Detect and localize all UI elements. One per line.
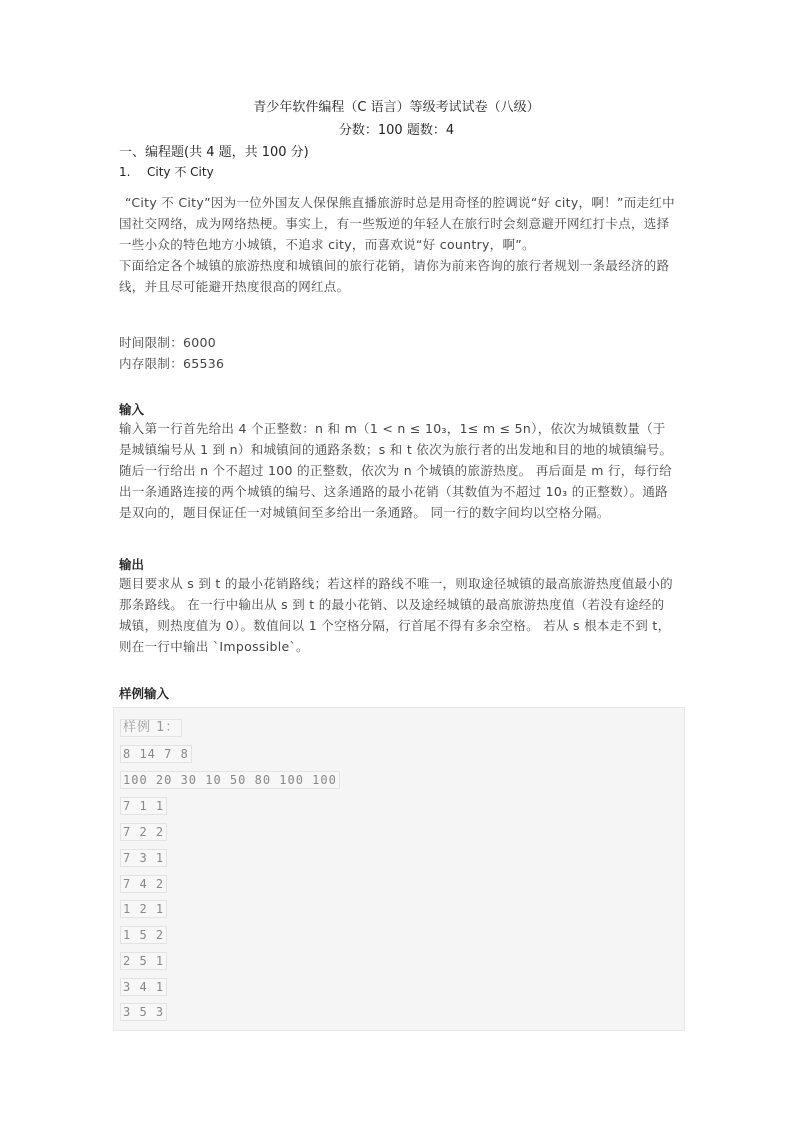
sample-line: 7 4 2 [120,875,167,893]
sample-line: 1 5 2 [120,926,167,944]
sample-input-box [113,707,685,1031]
question-title [119,163,214,180]
limits-block [119,332,676,374]
description-paragraph-2: 下面给定各个城镇的旅游热度和城镇间的旅行花销，请你为前来咨询的旅行者规划一条最经济的路线，并且尽可能避开热度很高的网红点。 [119,258,670,294]
sample-line: 7 3 1 [120,849,167,867]
sample-label: 样例 1： [120,719,182,737]
sample-line: 2 5 1 [120,952,167,970]
sample-line: 3 4 1 [120,978,167,996]
sample-line: 8 14 7 8 [120,745,192,763]
question-number: 1. [119,165,131,179]
sample-line: 1 2 1 [120,900,167,918]
sample-line: 100 20 30 10 50 80 100 100 [120,771,340,789]
sample-line: 7 1 1 [120,797,167,815]
section-title: 一、编程题(共 4 题，共 100 分) [119,145,309,160]
memory-limit: 内存限制：65536 [119,356,225,371]
question-description [119,192,676,297]
output-description [119,573,676,657]
sample-line: 3 5 3 [120,1003,167,1021]
input-text: 输入第一行首先给出 4 个正整数：n 和 m（1 < n ≤ 10₃，1≤ m ≤ 5n），依次为城镇数量（于是城镇编号从 1 到 n）和城镇间的通路条数；s 和 t 依次为旅行者的出发地和目的地的城镇编号。 随后一行给出 n 个不超过 100 的正整数，依次为 n 个城镇的旅游热度。 再后面是 m 行，每行给出一条通路连接的两个城镇的编号、这条通路的最小花销（其数值为不超过 10₃ 的正整数）。通路是双向的，题目保证任一对城镇间至多给出一条通路。 同一行的数字间均以空格分隔。 [119,421,673,520]
question-name: City 不 City [147,165,214,179]
sample-line: 7 2 2 [120,823,167,841]
output-heading: 输出 [119,557,145,572]
time-limit: 时间限制：6000 [119,335,217,350]
output-text: 题目要求从 s 到 t 的最小花销路线；若这样的路线不唯一，则取途径城镇的最高旅游热度值最小的那条路线。 在一行中输出从 s 到 t 的最小花销、以及途经城镇的最高旅游热度值（若没有途经的城镇，则热度值为 0）。数值间以 1 个空格分隔，行首尾不得有多余空格。 若从 s 根本走不到 t，则在一行中输出 `Impossible`。 [119,576,673,654]
input-heading: 输入 [119,402,145,417]
sample-input-heading: 样例输入 [119,686,170,701]
description-paragraph-1: “City 不 City”因为一位外国友人保保熊直播旅游时总是用奇怪的腔调说“好 city，啊！”而走红中国社交网络，成为网络热梗。事实上，有一些叛逆的年轻人在旅行时会刻意避开网红打卡点，选择一些小众的特色地方小城镇，不追求 city，而喜欢说“好 country，啊”。 [119,195,675,252]
exam-title: 青少年软件编程（C 语言）等级考试试卷（八级） [253,100,540,115]
exam-subtitle: 分数：100 题数：4 [338,123,455,138]
input-description [119,418,676,523]
